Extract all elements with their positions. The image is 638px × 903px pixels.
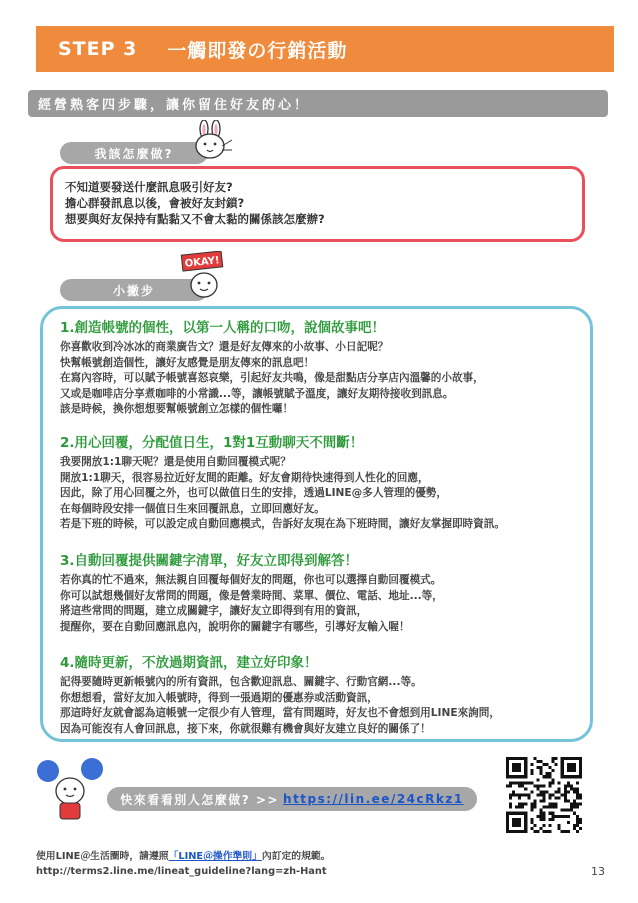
tip-item — [60, 434, 585, 533]
tip-line: 我要開放1:1聊天呢？還是使用自動回覆模式呢？ — [60, 456, 291, 468]
qr-code-icon[interactable] — [506, 757, 582, 833]
tip-line: 開放1:1聊天，很容易拉近好友間的距離。好友會期待快速得到人性化的回應， — [60, 471, 429, 484]
tip-line: 將這些常問的問題，建立成關鍵字，讓好友立即得到有用的資訊， — [60, 605, 368, 617]
footer-text: 使用LINE＠生活圈時，請遵照 — [36, 851, 169, 862]
example-link-url[interactable]: https://lin.ee/24cRkz1 — [283, 792, 464, 806]
tip-title: 1.創造帳號的個性，以第一人稱的口吻，說個故事吧！ — [60, 320, 386, 336]
header-banner — [36, 26, 614, 72]
okay-sign-text: OKAY! — [184, 255, 221, 270]
guideline-link[interactable]: 「LINE＠操作準則」 — [168, 851, 262, 862]
tip-item — [60, 552, 585, 635]
tip-item — [60, 654, 585, 737]
tip-line: 因此，除了用心回覆之外，也可以做值日生的安排，透過LINE@多人管理的優勢， — [60, 487, 447, 499]
tip-line: 在寫內容時，可以賦予帳號喜怒哀樂，引起好友共鳴，像是甜點店分享店內溫馨的小故事， — [60, 372, 484, 384]
tips-pill: 小撇步 — [60, 279, 208, 301]
page-title: 一觸即發の行銷活動 — [167, 39, 348, 62]
section-bar: 經營熟客四步驟，讓你留住好友的心！ — [28, 90, 608, 117]
tip-line: 你可以試想幾個好友常問的問題，像是營業時間、菜單、價位、電話、地址...等， — [60, 589, 443, 602]
okay-sign-character-icon — [180, 251, 226, 301]
question-line: 不知道要發送什麼訊息吸引好友? — [65, 180, 233, 194]
footer-guideline-note — [36, 848, 330, 862]
tip-title: 4.隨時更新，不放過期資訊，建立好印象！ — [60, 655, 318, 671]
tip-item — [60, 319, 585, 418]
question-pill: 我該怎麼做? — [60, 142, 208, 164]
cheerleader-character-icon — [34, 757, 110, 823]
example-link-bar[interactable] — [107, 787, 477, 811]
tips-box — [40, 306, 593, 742]
page-number: 13 — [591, 865, 605, 878]
tip-line: 記得要隨時更新帳號內的所有資訊，包含歡迎訊息、關鍵字、行動官網...等。 — [60, 676, 422, 688]
tip-line: 快幫帳號創造個性，讓好友感覺是朋友傳來的訊息吧！ — [60, 356, 315, 369]
tip-line: 若你真的忙不過來，無法親自回覆每個好友的問題，你也可以選擇自動回覆模式。 — [60, 574, 442, 586]
footer-text: 內訂定的規範。 — [261, 851, 331, 862]
footer-url[interactable]: http://terms2.line.me/lineat_guideline?lang=zh-Hant — [36, 866, 327, 877]
tip-title: 3.自動回覆提供關鍵字清單，好友立即得到解答！ — [60, 553, 359, 569]
question-line: 想要與好友保持有點黏又不會太黏的關係該怎麼辦? — [65, 212, 325, 226]
step-label: STEP 3 — [58, 38, 138, 60]
question-box — [50, 166, 585, 242]
question-line: 擔心群發訊息以後，會被好友封鎖? — [65, 196, 245, 210]
tip-line: 那這時好友就會認為這帳號一定很少有人管理，當有問題時，好友也不會想到用LINE來詢問， — [60, 707, 500, 719]
tip-line: 你想想看，當好友加入帳號時，得到一張過期的優惠券或活動資訊， — [60, 691, 378, 704]
tip-line: 因為可能沒有人會回訊息，接下來，你就很難有機會與好友建立良好的關係了！ — [60, 722, 431, 735]
bunny-character-icon — [188, 120, 236, 160]
example-link-label: 快來看看別人怎麼做? >> — [120, 792, 280, 807]
tip-line: 在每個時段安排一個值日生來回覆訊息，立即回應好友。 — [60, 502, 325, 515]
tip-line: 你喜歡收到冷冰冰的商業廣告文？還是好友傳來的小故事、小日記呢？ — [60, 341, 389, 353]
tip-line: 又或是咖啡店分享煮咖啡的小常識...等，讓帳號賦予溫度，讓好友期待接收到訊息。 — [60, 387, 454, 400]
tip-line: 提醒你，要在自動回應訊息內，說明你的關鍵字有哪些，引導好友輸入喔！ — [60, 620, 410, 633]
tip-line: 若是下班的時候，可以設定成自動回應模式，告訴好友現在為下班時間，讓好友掌握即時資訊。 — [60, 518, 505, 530]
tip-title: 2.用心回覆，分配值日生，1對1互動聊天不間斷！ — [60, 435, 364, 451]
tip-line: 該是時候，換你想想要幫帳號創立怎樣的個性囉！ — [60, 403, 294, 415]
